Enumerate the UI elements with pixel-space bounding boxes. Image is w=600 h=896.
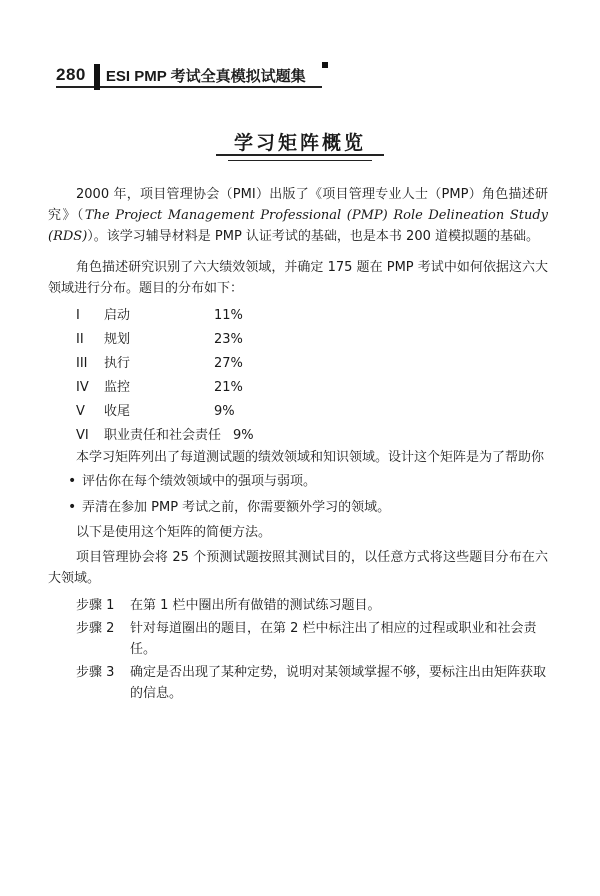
domain-row: IV 监控 21% — [76, 379, 243, 395]
step-text: 针对每道圈出的题目，在第 2 栏中标注出了相应的过程或职业和社会责任。 — [130, 621, 537, 657]
title-rule-top — [216, 154, 384, 156]
body-content — [48, 184, 548, 704]
bullet-item: • 评估你在每个绩效领域中的强项与弱项。 — [68, 468, 548, 494]
page-number: 280 — [56, 65, 86, 84]
section-title: 学习矩阵概览 — [233, 132, 366, 154]
paragraph-intro: 2000 年，项目管理协会（PMI）出版了《项目管理专业人士（PMP）角色描述研究》（The Project Management Professional (PMP) Role Delineation Study (RDS)）。该学习辅导材料是 PMP 认证考试的基础，也是本书 200 道模拟题的基础。 — [48, 187, 548, 244]
step-label: 步骤 3 — [76, 665, 115, 680]
header-divider-bar — [94, 64, 100, 90]
domain-row: V 收尾 9% — [76, 403, 235, 419]
step-item — [76, 662, 548, 704]
paragraph-method-intro: 以下是使用这个矩阵的简便方法。 — [76, 525, 272, 540]
step-text: 在第 1 栏中圈出所有做错的测试练习题目。 — [130, 598, 381, 613]
domain-row: VI 职业责任和社会责任 9% — [76, 427, 254, 443]
running-header — [56, 64, 322, 88]
step-item — [76, 618, 548, 660]
step-label: 步骤 2 — [76, 621, 115, 636]
bullet-item: • 弄清在参加 PMP 考试之前，你需要额外学习的领域。 — [68, 494, 548, 520]
bullet-dot-icon: • — [68, 498, 77, 515]
title-rule-bottom — [228, 160, 372, 161]
step-text: 确定是否出现了某种定势，说明对某领域掌握不够，要标注出由矩阵获取的信息。 — [130, 665, 547, 701]
domain-row: I 启动 11% — [76, 307, 243, 323]
step-item — [76, 595, 548, 616]
step-label: 步骤 1 — [76, 598, 115, 613]
book-title: ESI PMP 考试全真模拟试题集 — [105, 67, 306, 85]
header-square-mark — [322, 62, 328, 68]
paragraph-domains-intro: 角色描述研究识别了六大绩效领域，并确定 175 题在 PMP 考试中如何依据这六大领域进行分布。题目的分布如下： — [48, 260, 548, 296]
domain-row: III 执行 27% — [76, 355, 243, 371]
paragraph-pretest: 项目管理协会将 25 个预测试题按照其测试目的，以任意方式将这些题目分布在六大领域。 — [48, 550, 548, 586]
bullet-dot-icon: • — [68, 472, 77, 489]
domain-list — [48, 303, 548, 447]
paragraph-matrix-purpose: 本学习矩阵列出了每道测试题的绩效领域和知识领域。设计这个矩阵是为了帮助你 — [76, 450, 545, 465]
domain-row: II 规划 23% — [76, 331, 243, 347]
